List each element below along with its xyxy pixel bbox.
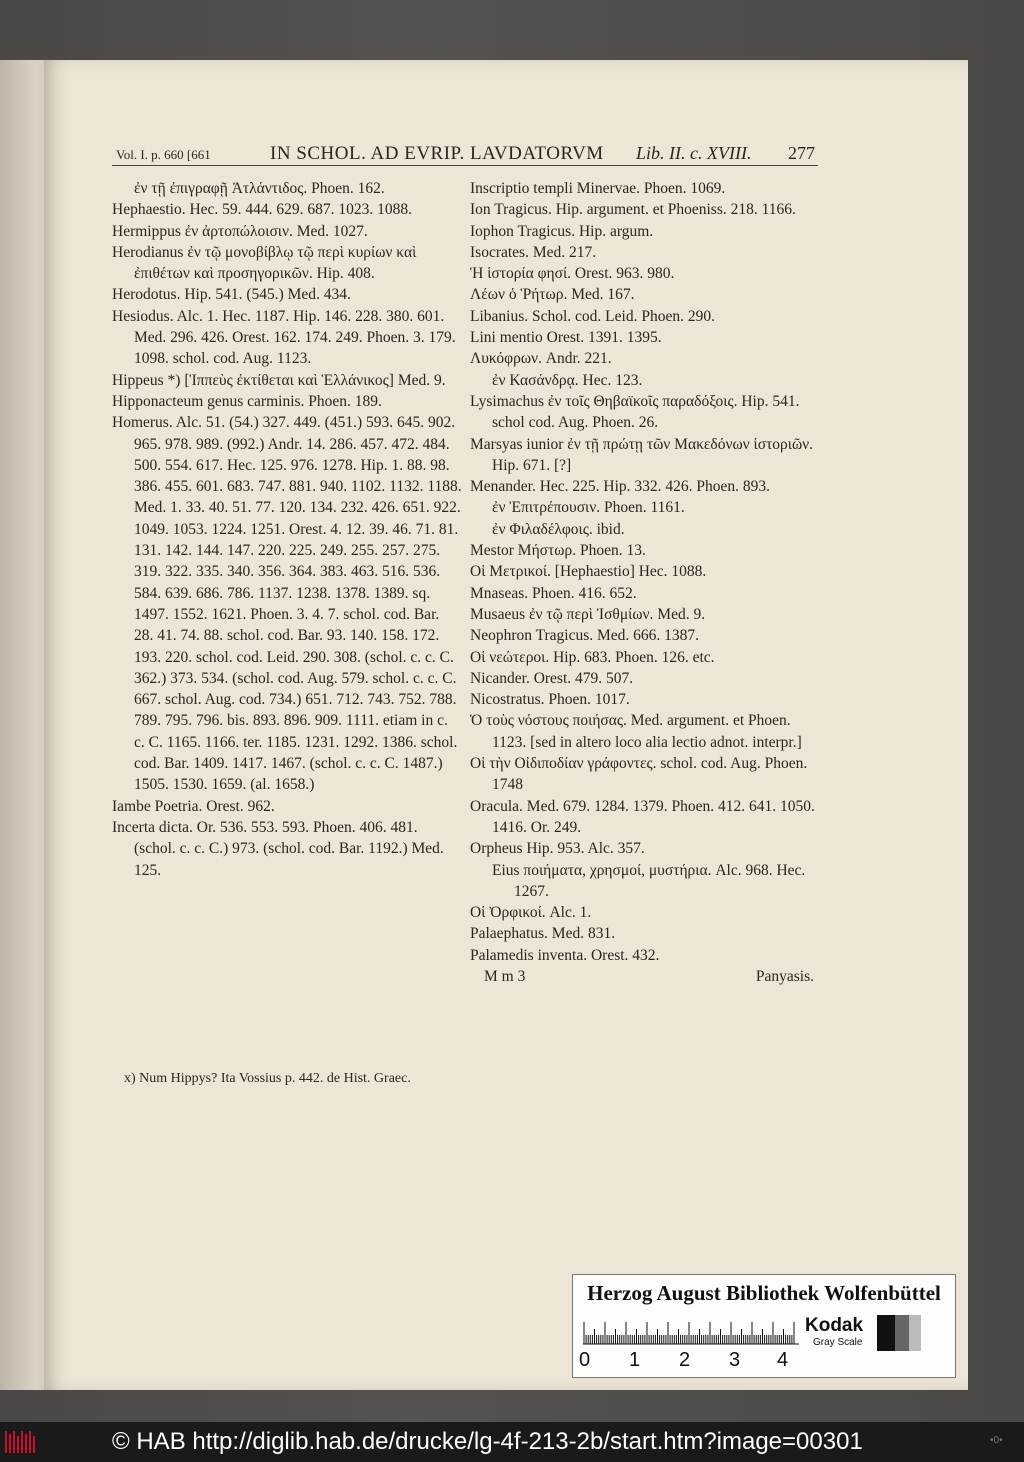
- index-entry: Nicostratus. Phoen. 1017.: [470, 691, 630, 709]
- index-entry: Hephaestio. Hec. 59. 444. 629. 687. 1023. 1088.: [112, 201, 413, 219]
- index-entry: Mnaseas. Phoen. 416. 652.: [470, 584, 637, 602]
- index-entry: Palaephatus. Med. 831.: [470, 925, 616, 943]
- index-entry: Iophon Tragicus. Hip. argum.: [470, 222, 654, 240]
- index-entry: Iambe Poetria. Orest. 962.: [112, 797, 275, 815]
- signature-row: [470, 966, 820, 987]
- signature-mark: M m 3: [484, 967, 526, 985]
- index-entry: Lini mentio Orest. 1391. 1395.: [470, 329, 662, 347]
- running-title: IN SCHOL. AD EVRIP. LAVDATORVM: [270, 143, 604, 164]
- index-entry: Οἱ νεώτεροι. Hip. 683. Phoen. 126. etc.: [470, 648, 715, 666]
- index-entry: Homerus. Alc. 51. (54.) 327. 449. (451.) 593. 645. 902. 965. 978. 989. (992.) Andr. 14. 286. 457. 472. 484. 500. 554. 617. Hec. 125. 976. 1278. Hip. 1. 88. 98. 386. 455. 601. 683. 747. 881. 940. 1102. 1132. 1188. Med. 1. 33. 40. 51. 77. 120. 134. 232. 426. 651. 922. 1049. 1053. 1224. 1251. Orest. 4. 12. 39. 46. 71. 81. 131. 142. 144. 147. 220. 225. 249. 255. 257. 275. 319. 322. 335. 340. 356. 364. 383. 463. 516. 536. 584. 639. 686. 786. 1137. 1238. 1378. 1389. sq. 1497. 1552. 1621. Phoen. 3. 4. 7. schol. cod. Bar. 28. 41. 74. 88. schol. cod. Bar. 93. 140. 158. 172. 193. 220. schol. cod. Leid. 290. 308. (schol. c. c. C. 362.) 373. 534. (schol. cod. Aug. 579. schol. c. c. C. 667. schol. Aug. cod. 734.) 651. 712. 743. 752. 788. 789. 795. 796. bis. 893. 896. 909. 1111. etiam in c. c. C. 1165. 1166. ter. 1185. 1231. 1292. 1386. schol. cod. Bar. 1409. 1417. 1467. (schol. c. c. C. 1487.) 1505. 1530. 1659. (al. 1658.): [112, 414, 462, 794]
- index-entry: Hermippus ἐν ἀρτοπώλοισιν. Med. 1027.: [112, 222, 368, 240]
- index-entry: Incerta dicta. Or. 536. 553. 593. Phoen. 406. 481. (schol. c. c. C.) 973. (schol. cod. Bar. 1192.) Med. 125.: [112, 818, 444, 879]
- scale-number-3: 3: [729, 1349, 741, 1371]
- scale-number-2: 2: [679, 1349, 691, 1371]
- copyright-url[interactable]: © HAB http://diglib.hab.de/drucke/lg-4f-213-2b/start.htm?image=00301: [112, 1428, 863, 1455]
- index-entry: Mestor Μήστωρ. Phoen. 13.: [470, 542, 646, 560]
- index-entry: Ὁ τοὺς νόστους ποιήσας. Med. argument. et Phoen. 1123. [sed in altero loco alia lectio adnot. interpr.]: [470, 712, 802, 751]
- index-entry: Libanius. Schol. cod. Leid. Phoen. 290.: [470, 307, 715, 325]
- index-entry: ἐν Ἐπιτρέπουσιν. Phoen. 1161.: [492, 499, 685, 517]
- hab-logo-icon: [4, 1428, 38, 1456]
- index-entry: Hesiodus. Alc. 1. Hec. 1187. Hip. 146. 228. 380. 601. Med. 296. 426. Orest. 162. 174. 249. Phoen. 3. 179. 1098. schol. cod. Aug. 1123.: [112, 307, 456, 368]
- index-entry: Orpheus Hip. 953. Alc. 357.: [470, 840, 645, 858]
- index-entry: Eius ποιήματα, χρησμοί, μυστήρια. Alc. 968. Hec. 1267.: [492, 861, 806, 900]
- footer-dots: •0•: [990, 1435, 1003, 1446]
- header-rule: [112, 165, 818, 166]
- index-entry: Neophron Tragicus. Med. 666. 1387.: [470, 627, 700, 645]
- index-entry: Menander. Hec. 225. Hip. 332. 426. Phoen. 893.: [470, 478, 771, 496]
- index-column-left: [112, 178, 462, 881]
- book-chapter-reference: Lib. II. c. XVIII.: [636, 143, 752, 163]
- gray-swatch: [877, 1315, 921, 1351]
- page-number: 277: [788, 143, 815, 163]
- index-entry: Λυκόφρων. Andr. 221.: [470, 350, 612, 368]
- index-entry: Οἱ τὴν Οἰδιποδίαν γράφοντες. schol. cod. Aug. Phoen. 1748: [470, 755, 808, 794]
- kodak-logo: Kodak: [805, 1315, 864, 1336]
- gray-scale-label: Gray Scale: [813, 1337, 863, 1348]
- scale-number-0: 0: [579, 1349, 591, 1371]
- kodak-color-target: [572, 1274, 956, 1378]
- right-entries: [470, 178, 820, 966]
- target-library-title: Herzog August Bibliothek Wolfenbüttel: [587, 1281, 941, 1305]
- index-entry: Palamedis inventa. Orest. 432.: [470, 946, 660, 964]
- index-entry: ἐν Φιλαδέλφοις. ibid.: [492, 520, 625, 538]
- scale-number-4: 4: [777, 1349, 789, 1371]
- footer-bar: [0, 1422, 1024, 1462]
- index-entry: Ἡ ἱστορία φησί. Orest. 963. 980.: [470, 265, 675, 283]
- index-entry: Inscriptio templi Minervae. Phoen. 1069.: [470, 180, 726, 197]
- index-entry: Musaeus ἐν τῷ περὶ Ἰσθμίων. Med. 9.: [470, 605, 706, 623]
- index-entry: Lysimachus ἐν τοῖς Θηβαϊκοῖς παραδόξοις. Hip. 541. schol cod. Aug. Phoen. 26.: [470, 392, 800, 432]
- scale-ruler: [583, 1315, 799, 1345]
- index-entry: Herodianus ἐν τῷ μονοβίβλῳ τῷ περὶ κυρίων καὶ ἐπιθέτων καὶ προσηγορικῶν. Hip. 408.: [112, 243, 417, 283]
- catchword: Panyasis.: [755, 967, 814, 985]
- index-entry: ἐν τῇ ἐπιγραφῇ Ἀτλάντιδος. Phoen. 162.: [134, 180, 385, 197]
- scale-number-1: 1: [629, 1349, 641, 1371]
- index-entry: Marsyas iunior ἐν τῇ πρώτῃ τῶν Μακεδόνων ἱστοριῶν. Hip. 671. [?]: [470, 435, 814, 474]
- index-entry: Herodotus. Hip. 541. (545.) Med. 434.: [112, 286, 351, 304]
- volume-reference: Vol. I. p. 660 [661: [116, 147, 211, 162]
- index-entry: Nicander. Orest. 479. 507.: [470, 669, 634, 687]
- index-entry: Hippeus *) [Ἱππεὺς ἐκτίθεται καὶ Ἑλλάνικος] Med. 9.: [112, 371, 446, 389]
- index-entry: ἐν Κασάνδρᾳ. Hec. 123.: [492, 371, 643, 389]
- index-entry: Λέων ὁ Ῥήτωρ. Med. 167.: [470, 286, 635, 304]
- index-entry: Ion Tragicus. Hip. argument. et Phoeniss. 218. 1166.: [470, 201, 796, 219]
- index-column-right: [470, 178, 820, 987]
- index-entry: Οἱ Μετρικοί. [Hephaestio] Hec. 1088.: [470, 563, 707, 581]
- index-entry: Oracula. Med. 679. 1284. 1379. Phoen. 412. 641. 1050. 1416. Or. 249.: [470, 797, 815, 836]
- index-entry: Οἱ Ὀρφικοί. Alc. 1.: [470, 904, 592, 922]
- index-entry: Hipponacteum genus carminis. Phoen. 189.: [112, 392, 382, 410]
- index-entry: Isocrates. Med. 217.: [470, 243, 597, 261]
- footnote: x) Num Hippys? Ita Vossius p. 442. de Hist. Graec.: [124, 1071, 411, 1086]
